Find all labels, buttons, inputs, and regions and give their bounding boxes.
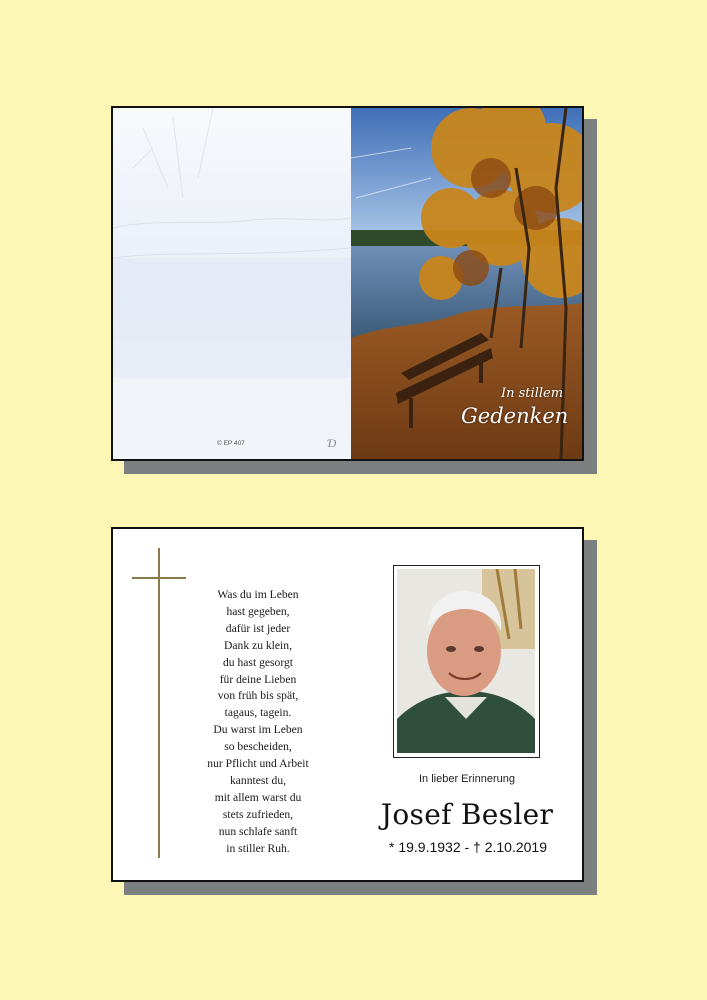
poem-line: Dank zu klein, xyxy=(224,638,292,652)
memory-label: In lieber Erinnerung xyxy=(418,773,515,785)
cross-horizontal-beam xyxy=(132,577,186,579)
deceased-name: Josef Besler xyxy=(380,798,554,831)
poem-line: mit allem warst du xyxy=(214,790,302,804)
poem-line: nun schlafe sanft xyxy=(218,824,298,838)
faded-back-panel xyxy=(113,108,351,459)
inner-card xyxy=(111,527,584,882)
publisher-logo: Ɗ xyxy=(327,436,337,450)
caption-line-2: Gedenken xyxy=(461,404,569,428)
poem-line: dafür ist jeder xyxy=(225,621,291,635)
memorial-poem xyxy=(183,587,333,858)
poem-line: du hast gesorgt xyxy=(223,655,293,669)
poem-line: für deine Lieben xyxy=(219,672,297,686)
poem-line: so bescheiden, xyxy=(224,740,292,754)
poem-line: nur Pflicht und Arbeit xyxy=(207,757,309,771)
autumn-lake-photo xyxy=(351,108,582,459)
poem-line: tagaus, tagein. xyxy=(224,706,292,720)
life-dates: * 19.9.1932 - † 2.10.2019 xyxy=(388,839,548,855)
portrait-photo xyxy=(397,569,535,753)
poem-line: von früh bis spät, xyxy=(217,689,299,703)
copyright-text: © EP 407 xyxy=(217,440,245,447)
cross-vertical-beam xyxy=(158,548,160,858)
poem-line: stets zufrieden, xyxy=(222,807,294,821)
caption-line-1: In stillem xyxy=(501,386,564,401)
portrait-frame xyxy=(393,565,540,758)
poem-line: Was du im Leben xyxy=(217,588,299,601)
poem-line: hast gegeben, xyxy=(226,604,290,618)
front-card xyxy=(111,106,584,461)
poem-line: Du warst im Leben xyxy=(213,723,303,737)
poem-line: in stiller Ruh. xyxy=(226,841,290,855)
faded-landscape-image xyxy=(113,108,351,459)
poem-line: kanntest du, xyxy=(229,773,287,787)
